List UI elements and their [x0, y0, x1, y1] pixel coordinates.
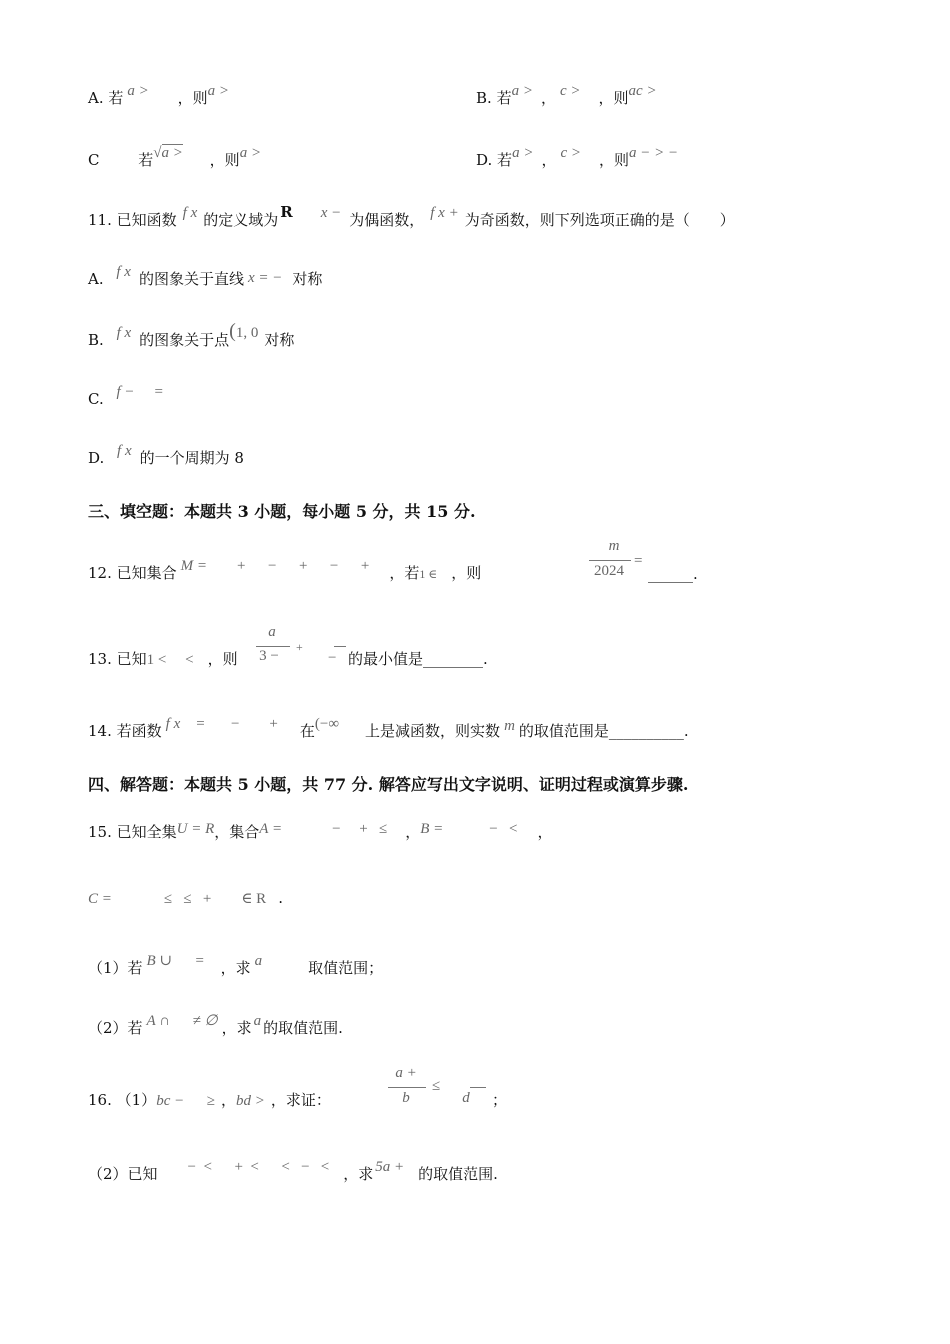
math-expr: C =	[88, 891, 112, 907]
math-expr: a	[253, 1013, 262, 1029]
question-text: ，	[405, 823, 421, 841]
q15-part-2	[88, 1013, 343, 1039]
left-paren-icon: (	[229, 320, 236, 342]
q13-plus: +	[296, 640, 303, 654]
question-text: ，求	[343, 1165, 374, 1183]
q16-semicolon: ；	[492, 1091, 508, 1109]
part-label: （1）	[116, 1091, 157, 1109]
q11-option-b	[88, 320, 295, 351]
question-text: 已知	[116, 650, 147, 668]
question-number: 14.	[88, 722, 112, 740]
question-text: ，则	[207, 650, 238, 668]
math-expr: =	[154, 384, 164, 400]
math-expr: bc − ≥	[156, 1093, 215, 1109]
math-expr: a >	[511, 83, 533, 99]
math-expr: f x	[182, 205, 198, 221]
part-label: （2）若	[88, 1019, 143, 1037]
math-expr: c >	[560, 145, 581, 161]
question-text: 已知函数	[116, 211, 177, 229]
question-number: 13.	[88, 650, 112, 668]
math-expr: f −	[116, 384, 135, 400]
option-text: 若	[108, 89, 124, 107]
q11-option-a	[88, 264, 323, 290]
math-expr: x −	[320, 205, 342, 221]
math-expr: a >	[161, 145, 183, 161]
question-text: 的定义域为	[203, 211, 279, 229]
option-text: ，	[540, 89, 556, 107]
q12-fraction-bar	[589, 560, 631, 561]
q13-fraction-denominator: 3 −	[259, 648, 279, 664]
math-expr: f x +	[430, 205, 459, 221]
q14	[88, 716, 689, 742]
question-number: 12.	[88, 564, 112, 582]
option-text: 的一个周期为 8	[139, 449, 244, 467]
q13-fraction-bar-2	[334, 646, 346, 647]
question-text: 已知全集	[116, 823, 177, 841]
question-text: 的取值范围.	[418, 1165, 498, 1183]
q16-fraction-1-denominator: b	[402, 1090, 410, 1106]
option-text: 的图象关于点	[139, 331, 230, 349]
q16-fraction-1-bar	[388, 1087, 426, 1088]
math-expr: B ∪ =	[146, 953, 205, 969]
q10-option-a	[88, 83, 229, 109]
option-text: 对称	[292, 270, 323, 288]
option-text: ，则	[598, 89, 629, 107]
math-expr: a >	[512, 145, 534, 161]
q16-less-equal: ≤	[432, 1078, 441, 1094]
math-expr: − < + < < − <	[187, 1159, 330, 1175]
option-label: A.	[88, 270, 104, 288]
math-expr: B =	[420, 821, 444, 837]
option-text: 若	[496, 89, 512, 107]
math-expr: M =	[180, 558, 208, 574]
option-label: C.	[88, 390, 104, 408]
math-expr: − + ≤	[332, 821, 388, 837]
option-text: 若	[497, 151, 513, 169]
q12-fraction-denominator: 2024	[594, 563, 624, 579]
math-expr: 1 ∈	[419, 567, 438, 581]
math-expr: A ∩ ≠ ∅	[146, 1013, 218, 1029]
sqrt-icon: √	[153, 145, 162, 161]
part-label: （1）若	[88, 959, 143, 977]
question-text: 已知集合	[116, 564, 177, 582]
section-heading-fill-in: 三、填空题：本题共 3 小题，每小题 5 分，共 15 分.	[88, 502, 476, 521]
option-label: C	[88, 151, 100, 169]
question-text: 的取值范围是__________.	[518, 722, 689, 740]
q13-fraction-numerator: a	[268, 624, 276, 640]
math-expr: a >	[127, 83, 149, 99]
question-number: 15.	[88, 823, 112, 841]
option-label: D.	[88, 449, 105, 467]
math-expr: 5a +	[375, 1159, 405, 1175]
question-text: ，求	[221, 1019, 252, 1037]
q11-option-c	[88, 384, 164, 410]
math-expr: a >	[239, 145, 262, 161]
math-expr: ≤ ≤ + ∈ R	[163, 891, 267, 907]
q16-part-1	[88, 1090, 331, 1111]
math-expr: ac >	[628, 83, 657, 99]
question-text: ，集合	[214, 823, 260, 841]
math-expr: a	[254, 953, 263, 969]
math-expr: bd >	[235, 1093, 265, 1109]
math-expr: f x	[116, 264, 131, 280]
question-text: ）	[719, 211, 735, 229]
math-expr: + − + − +	[237, 558, 370, 574]
q11-stem	[88, 203, 735, 231]
math-expr: = − +	[196, 716, 278, 732]
q15-stem	[88, 822, 552, 843]
q16-fraction-2-denominator: d	[462, 1090, 470, 1106]
math-expr: A =	[259, 821, 283, 837]
question-text: 取值范围；	[308, 959, 384, 977]
question-text: ，求证：	[270, 1091, 331, 1109]
q16-fraction-1-numerator: a +	[395, 1065, 417, 1081]
math-expr: U = R	[176, 821, 215, 837]
question-text: 的取值范围.	[263, 1019, 343, 1037]
question-text: 为奇函数，则下列选项正确的是（	[464, 211, 690, 229]
q12-fraction-numerator: m	[608, 538, 620, 554]
q12-equals: =	[634, 553, 643, 569]
question-text: ，求	[220, 959, 251, 977]
math-expr: f x	[117, 443, 132, 459]
q16-part-2	[88, 1159, 498, 1185]
question-text: 为偶函数，	[349, 211, 425, 229]
question-number: 16.	[88, 1091, 112, 1109]
option-text: ，则	[598, 151, 629, 169]
option-text: ，则	[177, 89, 208, 107]
part-label: （2）已知	[88, 1165, 158, 1183]
q11-option-d	[88, 443, 244, 469]
option-text: ，	[541, 151, 557, 169]
q13-fraction-bar	[256, 646, 290, 647]
question-text: ，	[537, 823, 553, 841]
q13-tail: 的最小值是________.	[348, 650, 488, 668]
option-label: B.	[476, 89, 492, 107]
option-label: D.	[476, 151, 493, 169]
math-expr: a − > −	[629, 145, 679, 161]
q13	[88, 649, 238, 670]
q16-fraction-2-bar	[470, 1087, 486, 1088]
question-text: 上是减函数，则实数	[365, 722, 501, 740]
option-text: 的图象关于直线	[138, 270, 244, 288]
math-expr: a >	[207, 83, 229, 99]
math-expr: (−∞	[314, 716, 340, 732]
math-expr: R	[280, 203, 293, 221]
question-text: 若函数	[116, 722, 162, 740]
q15-set-c	[88, 888, 283, 909]
q10-option-d	[476, 145, 679, 171]
math-expr: f x	[116, 325, 132, 341]
question-text: ，	[220, 1091, 236, 1109]
option-text: 对称	[264, 331, 295, 349]
math-expr: 1 < <	[146, 652, 194, 668]
question-text: 在	[299, 722, 315, 740]
q12-answer-blank: ______.	[648, 565, 698, 583]
q15-part-1	[88, 953, 384, 979]
q12	[88, 558, 482, 584]
option-text: ，则	[209, 151, 240, 169]
option-text: 若	[138, 151, 154, 169]
q10-option-b	[476, 83, 657, 109]
q13-minus: −	[328, 650, 337, 666]
math-expr: 1, 0	[235, 325, 259, 341]
math-expr: − <	[489, 821, 518, 837]
option-label: B.	[88, 331, 104, 349]
question-number: 11.	[88, 211, 112, 229]
math-expr: f x	[165, 716, 181, 732]
question-text: ，若	[389, 564, 420, 582]
math-expr: x = −	[247, 270, 283, 286]
math-expr: c >	[559, 83, 581, 99]
q10-option-c	[88, 145, 262, 171]
question-text: .	[278, 889, 283, 907]
question-text: ，则	[451, 564, 482, 582]
section-heading-solutions: 四、解答题：本题共 5 小题，共 77 分. 解答应写出文字说明、证明过程或演算步骤.	[88, 775, 689, 794]
math-expr: m	[504, 718, 515, 734]
option-label: A.	[88, 89, 104, 107]
